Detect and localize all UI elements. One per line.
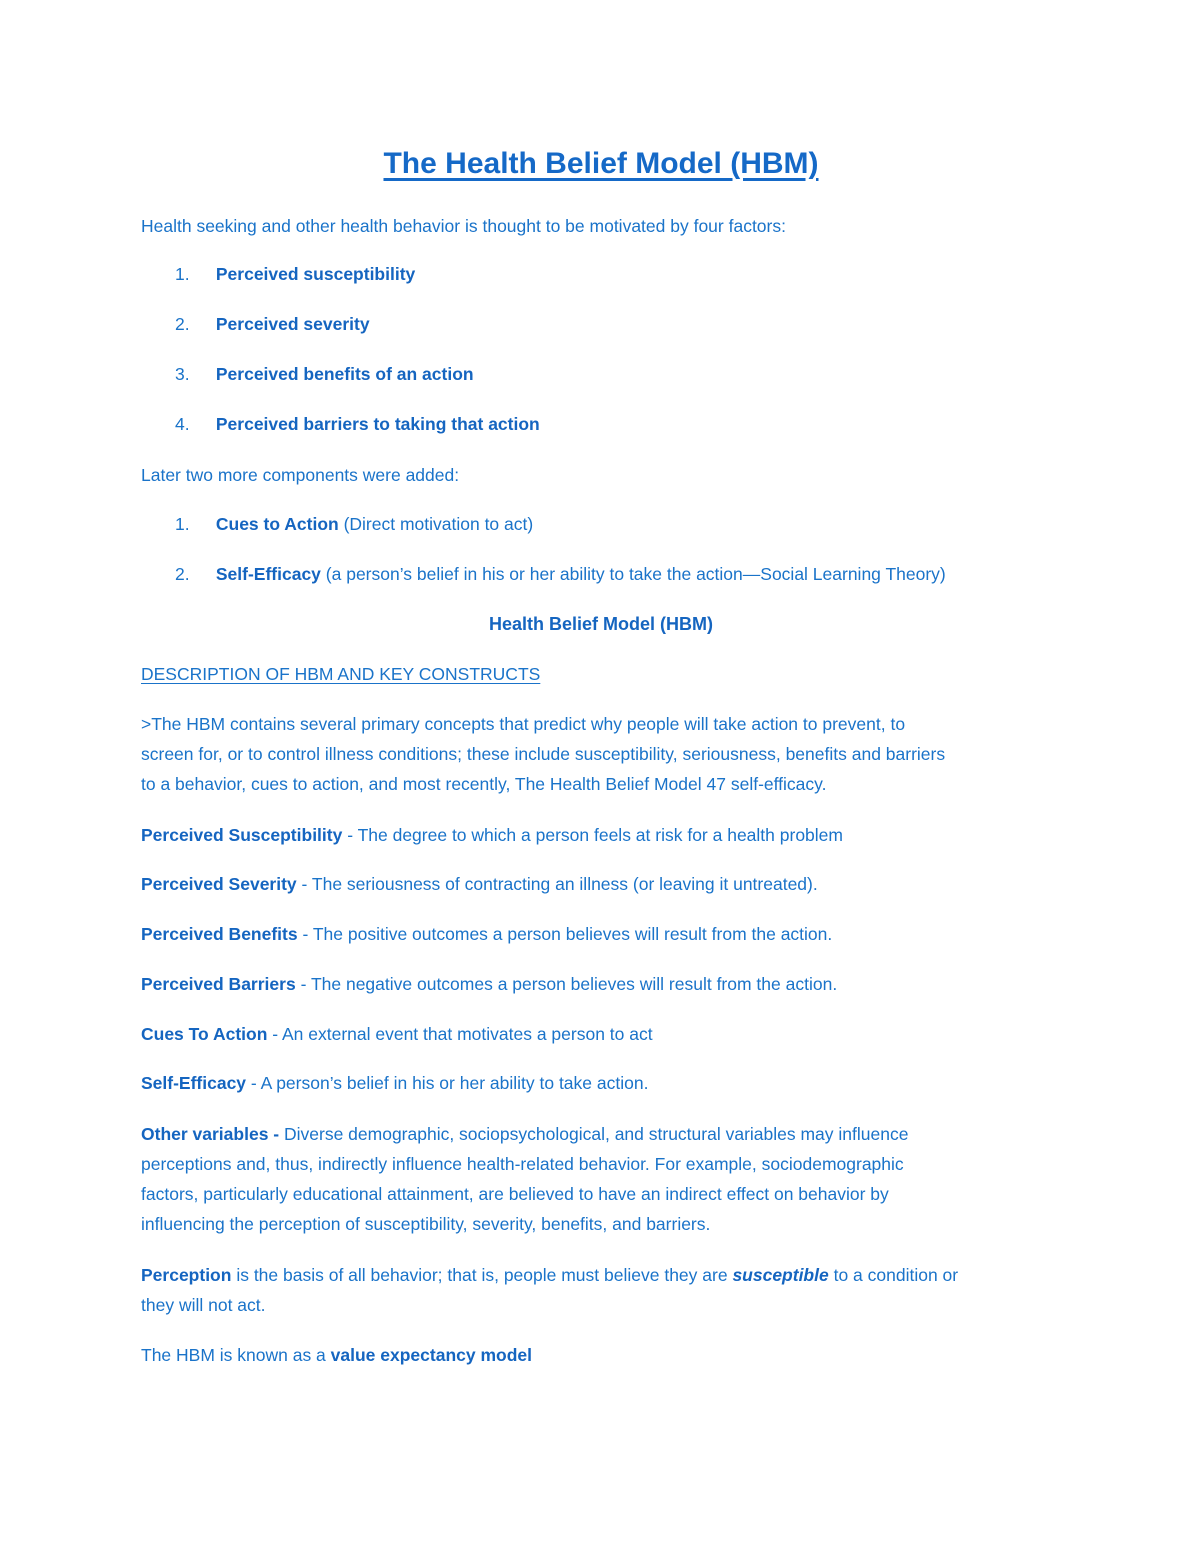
construct-definition [141, 1019, 653, 1049]
construct-def: - The degree to which a person feels at risk for a health problem [342, 825, 843, 845]
factor-label: Perceived benefits of an action [215, 364, 474, 384]
construct-term: Perceived Severity [141, 874, 297, 894]
construct-term: Self-Efficacy [141, 1073, 247, 1093]
perception-term: Perception [141, 1265, 232, 1285]
construct-def: - The positive outcomes a person believes will result from the action. [297, 924, 833, 944]
construct-definition [141, 820, 843, 850]
construct-definition [141, 919, 832, 949]
perception-line: they will not act. [141, 1295, 266, 1315]
list-number: 1. [175, 514, 190, 534]
other-variables-line [141, 1119, 908, 1149]
list-number: 2. [175, 314, 190, 334]
perception-line [141, 1260, 958, 1290]
added-label: Cues to Action [215, 514, 339, 534]
factor-label: Perceived severity [215, 314, 370, 334]
page-title: The Health Belief Model (HBM) [383, 147, 819, 180]
construct-term: Cues To Action [141, 1024, 268, 1044]
perception-emphasis: susceptible [732, 1265, 829, 1285]
list-number: 2. [175, 564, 190, 584]
description-line: to a behavior, cues to action, and most recently, The Health Belief Model 47 self-efficacy. [141, 774, 827, 794]
description-line: screen for, or to control illness conditions; these include susceptibility, seriousness, benefits and barriers [141, 744, 946, 764]
construct-definition [141, 1068, 648, 1098]
factor-label: Perceived susceptibility [215, 264, 416, 284]
section-subtitle: Health Belief Model (HBM) [488, 614, 713, 634]
other-variables-term: Other variables - [141, 1124, 284, 1144]
other-variables-line: influencing the perception of susceptibility, severity, benefits, and barriers. [141, 1214, 711, 1234]
factor-list-item [141, 409, 540, 439]
construct-term: Perceived Susceptibility [141, 825, 343, 845]
added-list-item [141, 559, 946, 589]
added-description: (a person’s belief in his or her ability to take the action—Social Learning Theory) [320, 564, 946, 584]
construct-def: - The seriousness of contracting an illness (or leaving it untreated). [296, 874, 818, 894]
value-expectancy-text: The HBM is known as a [141, 1345, 331, 1365]
other-variables-line: factors, particularly educational attainment, are believed to have an indirect effect on behavior by [141, 1184, 889, 1204]
factor-label: Perceived barriers to taking that action [215, 414, 540, 434]
added-label: Self-Efficacy [215, 564, 321, 584]
perception-text: is the basis of all behavior; that is, people must believe they are [231, 1265, 733, 1285]
other-variables-line: perceptions and, thus, indirectly influence health-related behavior. For example, sociodemographic [141, 1154, 904, 1174]
value-expectancy-emphasis: value expectancy model [330, 1345, 533, 1365]
intro-text: Health seeking and other health behavior is thought to be motivated by four factors: [141, 216, 786, 236]
perception-text: to a condition or [828, 1265, 959, 1285]
list-number: 3. [175, 364, 190, 384]
value-expectancy-line [141, 1340, 532, 1370]
construct-def: - A person’s belief in his or her ability to take action. [246, 1073, 649, 1093]
construct-term: Perceived Barriers [141, 974, 296, 994]
other-variables-text: Diverse demographic, sociopsychological, and structural variables may influence [283, 1124, 909, 1144]
list-number: 1. [175, 264, 190, 284]
construct-definition [141, 869, 818, 899]
factor-list-item [141, 309, 370, 339]
construct-def: - An external event that motivates a person to act [267, 1024, 653, 1044]
added-list-item [141, 509, 533, 539]
added-description: (Direct motivation to act) [338, 514, 534, 534]
section-heading: DESCRIPTION OF HBM AND KEY CONSTRUCTS [141, 664, 541, 684]
factor-list-item [141, 259, 415, 289]
description-line: >The HBM contains several primary concepts that predict why people will take action to prevent, to [141, 714, 906, 734]
list-number: 4. [175, 414, 190, 434]
construct-term: Perceived Benefits [141, 924, 298, 944]
construct-definition [141, 969, 837, 999]
factor-list-item [141, 359, 474, 389]
construct-def: - The negative outcomes a person believes will result from the action. [295, 974, 838, 994]
later-intro-text: Later two more components were added: [141, 465, 460, 485]
